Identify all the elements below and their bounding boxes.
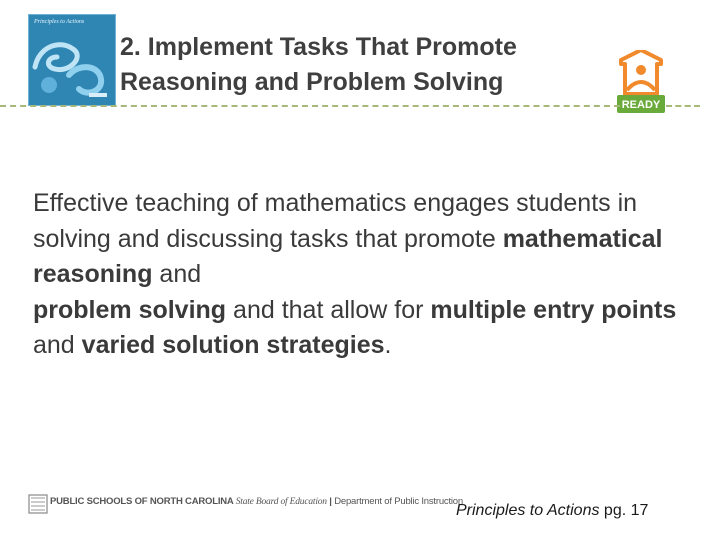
- body-text-3: and that allow for: [226, 295, 431, 324]
- footer-separator: |: [326, 496, 335, 507]
- footer-board: State Board of Education: [235, 497, 327, 507]
- header-divider-end: [666, 105, 700, 107]
- body-bold-2: problem solving: [33, 295, 227, 324]
- book-cover-image: [28, 14, 116, 106]
- title-line-1: 2. Implement Tasks That Promote: [120, 33, 517, 61]
- citation-title: Principles to Actions: [456, 502, 600, 519]
- cover-title: Principles to Actions: [34, 19, 85, 25]
- footer-org-name: PUBLIC SCHOOLS OF NORTH CAROLINA: [50, 496, 234, 507]
- body-text-4: and: [33, 331, 82, 359]
- body-bold-3: multiple entry points: [430, 295, 677, 324]
- ready-label: READY: [621, 99, 661, 111]
- nc-seal-icon: [28, 494, 48, 514]
- body-bold-1: mathematical reasoning: [33, 224, 663, 288]
- body-text-2: and: [152, 260, 202, 288]
- citation-page: pg. 17: [599, 502, 649, 519]
- body-text-1: Effective teaching of mathematics engages students in solving and discussing tasks that promote: [33, 189, 638, 253]
- title-line-2: Reasoning and Problem Solving: [120, 68, 504, 96]
- slide-title: [120, 30, 640, 100]
- footer-dept: Department of Public Instruction: [334, 496, 463, 507]
- body-text-5: .: [384, 331, 392, 359]
- cover-art: [29, 27, 115, 105]
- body-bold-4: varied solution strategies: [81, 331, 385, 359]
- header-divider: [0, 105, 620, 107]
- body-paragraph: [33, 186, 703, 364]
- citation: [456, 502, 648, 520]
- footer-organization: [50, 496, 463, 507]
- ready-logo-icon: [613, 50, 669, 116]
